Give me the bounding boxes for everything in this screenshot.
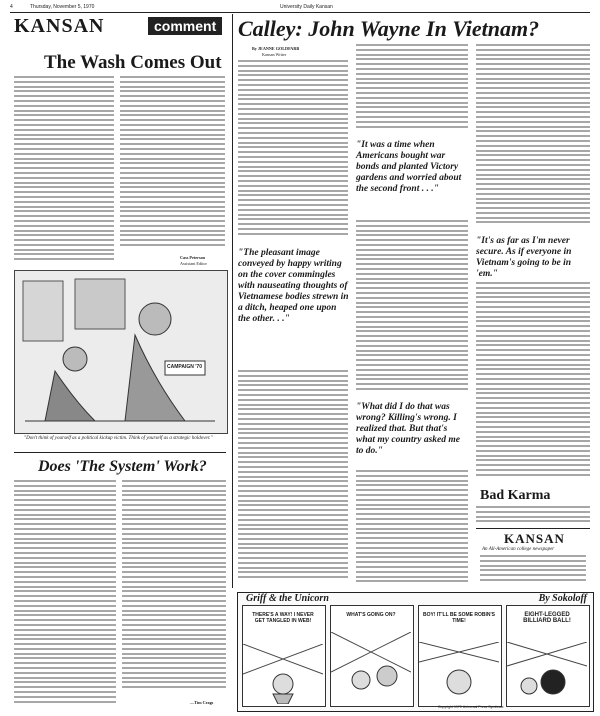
comic-strip [237,592,594,712]
editorial-title: The Wash Comes Out [44,52,222,73]
page-number: 4 [10,4,13,10]
editorial-2-byline: —Tim Crags [190,700,214,705]
dateline: Thursday, November 5, 1970 [30,4,95,10]
main-byline-role: Kansan Writer [262,52,287,57]
pull-quote-3: "What did I do that was wrong? Killing's wrong. I realized that. But that's what my country asked me to do." [356,402,460,456]
kansan-masthead: KANSAN [14,15,105,37]
comic-panel-2-text: WHAT'S GOING ON? [346,612,396,618]
editorial-2-col2 [122,480,226,694]
main-byline: By JEANNE GOLDFARB [252,46,300,51]
comic-panel-3-drawing [419,642,499,702]
comic-panel-2-drawing [331,632,411,702]
comic-panel-3-text: BOY! IT'LL BE SOME ROBIN'S TIME! [423,612,496,624]
editorial-2-col1 [14,480,116,708]
editorial-body-col2 [120,76,225,254]
comic-title: Griff & the Unicorn [246,593,329,604]
main-col2-top [356,44,468,132]
editorial-body-col1 [14,76,114,266]
comic-panel-1-drawing [243,644,323,704]
comic-panel-4-text: EIGHT-LEGGED BILLIARD BALL! [523,612,571,624]
editorial-byline-role: Assistant Editor [180,261,207,266]
comic-byline: By Sokoloff [538,593,587,604]
main-article-title: Calley: John Wayne In Vietnam? [238,16,540,41]
masthead-box [476,528,590,589]
pull-quote-2: "It was a time when Americans bought war bonds and planted Victory gardens and worried about the second front . . ." [356,140,462,194]
cartoon-drawing [15,271,227,433]
masthead-tagline: An All-American college newspaper [482,547,555,552]
masthead-title: KANSAN [504,531,565,546]
main-col3-mid [476,282,590,482]
header-rule [10,12,590,13]
comic-panel-2 [330,605,414,707]
masthead-staff-list [480,555,586,587]
paper-name: University Daily Kansan [280,4,333,10]
main-col2-mid [356,220,468,396]
cartoon-sign: CAMPAIGN '70 [167,364,202,370]
editorial-byline: Cass Peterson [180,255,206,260]
cartoon-caption: "Don't think of yourself as a political kickup victim. Think of yourself as a strategic holdover." [24,436,213,441]
main-col3-top [476,44,590,230]
main-col1-top [238,60,348,242]
comic-copyright: Copyright 1970 Universal Press Syndicate [438,705,504,709]
comic-panel-4 [506,605,590,707]
bad-karma-body [476,506,590,526]
comic-panel-1-text: THERE'S A WAY! I NEVER GET TANGLED IN WEB! [252,612,314,624]
comment-section-label: comment [148,17,222,35]
comic-panel-1 [242,605,326,707]
bad-karma-title: Bad Karma [480,488,551,503]
column-divider [232,14,233,588]
comic-panel-4-drawing [507,642,587,702]
main-col1-bottom [238,370,348,586]
main-col2-bottom [356,470,468,586]
section-rule [14,452,226,453]
editorial-cartoon [14,270,228,434]
pull-quote-1: "The pleasant image conveyed by happy writing on the cover commingles with nauseating thoughts of Vietnamese bodies strewn in a ditch, heaped one upon the other. . ." [238,248,349,324]
comic-panel-3 [418,605,502,707]
page-header [10,4,590,12]
pull-quote-4: "It's as far as I'm never secure. As if everyone in Vietnam's going to be in 'em." [476,236,572,279]
editorial-2-title: Does 'The System' Work? [38,458,207,475]
